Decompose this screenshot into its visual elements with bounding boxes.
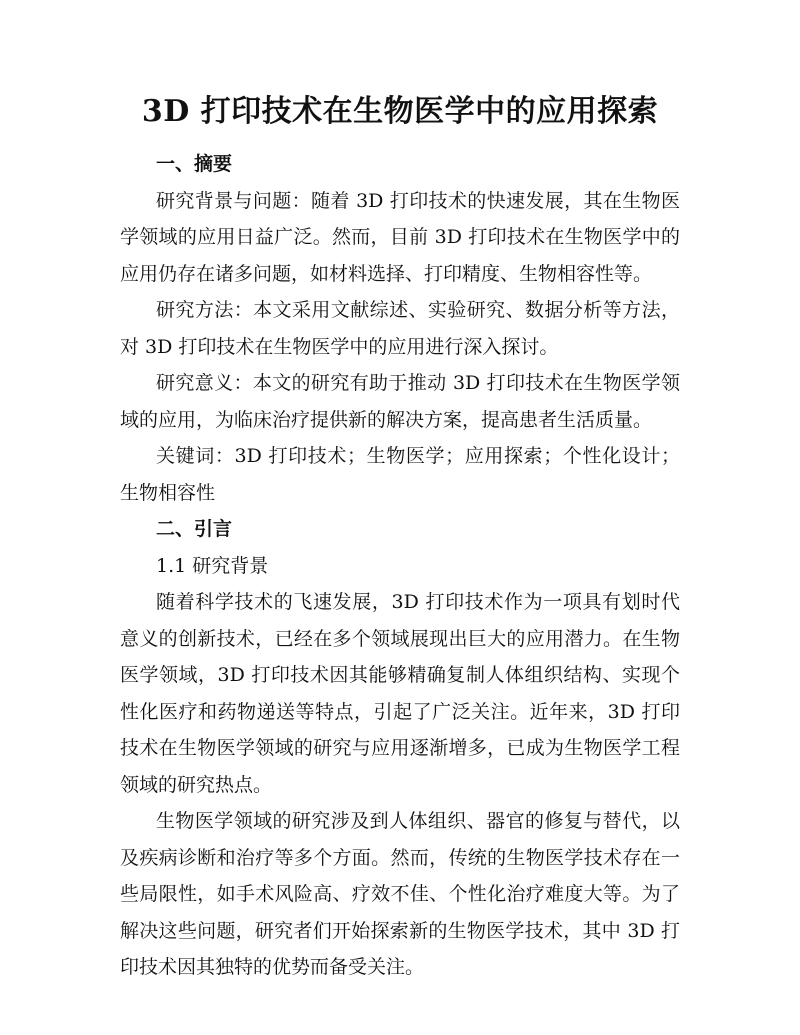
abstract-methods-paragraph: 研究方法：本文采用文献综述、实验研究、数据分析等方法，对 3D 打印技术在生物医学中的应用进行深入探讨。: [120, 299, 680, 358]
section-heading-abstract: 一、摘要: [156, 153, 233, 175]
abstract-background-paragraph: 研究背景与问题：随着 3D 打印技术的快速发展，其在生物医学领域的应用日益广泛。然而，目前 3D 打印技术在生物医学中的应用仍存在诸多问题，如材料选择、打印精度、生物相容性等。: [120, 189, 680, 285]
abstract-significance-paragraph: 研究意义：本文的研究有助于推动 3D 打印技术在生物医学领域的应用，为临床治疗提供新的解决方案，提高患者生活质量。: [120, 372, 680, 431]
keywords-paragraph: 关键词：3D 打印技术；生物医学；应用探索；个性化设计；生物相容性: [120, 445, 680, 504]
introduction-paragraph-1: 随着科学技术的飞速发展，3D 打印技术作为一项具有划时代意义的创新技术，已经在多个领域展现出巨大的应用潜力。在生物医学领域，3D 打印技术因其能够精确复制人体组织结构、实现个性化医疗和药物递送等特点，引起了广泛关注。近年来，3D 打印技术在生物医学领域的研究与应用逐渐增多，已成为生物医学工程领域的研究热点。: [120, 591, 680, 796]
document-title: 3D 打印技术在生物医学中的应用探索: [141, 94, 659, 129]
introduction-paragraph-2: 生物医学领域的研究涉及到人体组织、器官的修复与替代，以及疾病诊断和治疗等多个方面。然而，传统的生物医学技术存在一些局限性，如手术风险高、疗效不佳、个性化治疗难度大等。为了解决这些问题，研究者们开始探索新的生物医学技术，其中 3D 打印技术因其独特的优势而备受关注。: [120, 810, 680, 978]
subsection-heading-background: 1.1 研究背景: [156, 554, 269, 577]
section-heading-introduction: 二、引言: [156, 518, 233, 540]
